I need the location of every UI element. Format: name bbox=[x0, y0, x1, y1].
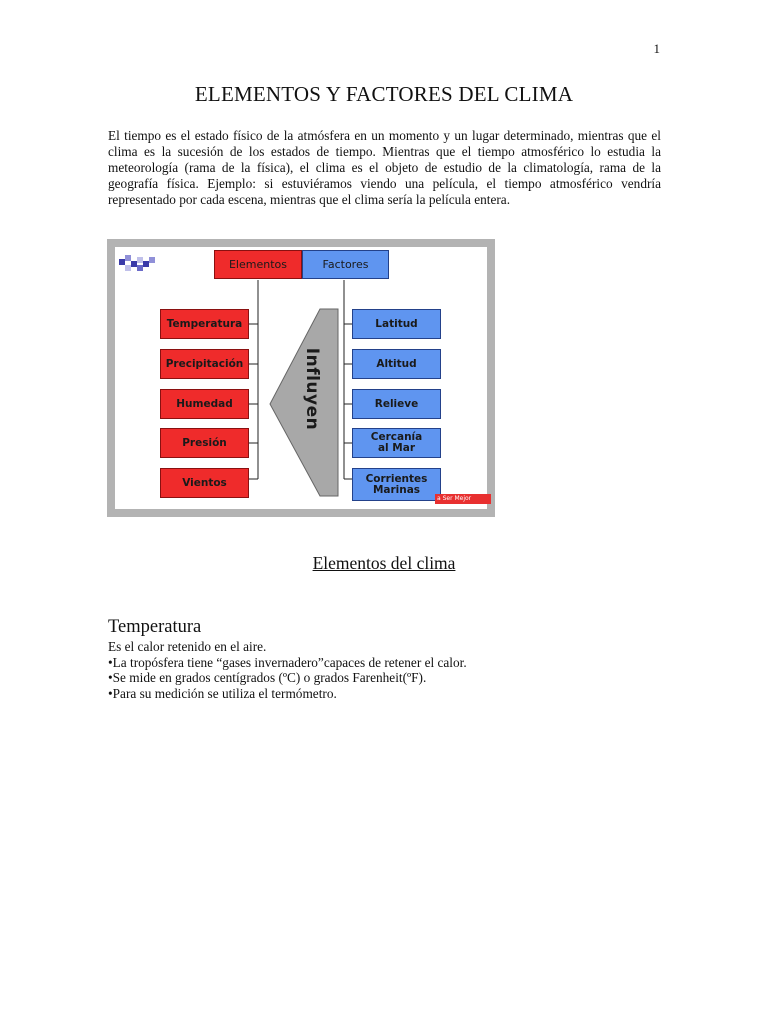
temperatura-heading: Temperatura bbox=[108, 617, 202, 637]
section-heading bbox=[0, 553, 768, 574]
page-title: ELEMENTOS Y FACTORES DEL CLIMA bbox=[194, 82, 574, 106]
element-vientos: Vientos bbox=[160, 468, 249, 498]
factor-cercania-al-mar: Cercanía al Mar bbox=[352, 428, 441, 458]
temperatura-line: •La tropósfera tiene “gases invernadero”capaces de retener el calor. bbox=[108, 654, 467, 670]
intro-paragraph: El tiempo es el estado físico de la atmósfera en un momento y un lugar determinado, mientras que el clima es la sucesión de los estados de tiempo. Mientras que el tiempo atmosférico lo estudia la meteorología (rama de la física), el clima es el objeto de estudio de la climatología, rama de la geografía física. Ejemplo: si estuviéramos viendo una película, el tiempo atmosférico vendría representado por cada escena, mientras que el clima sería la película entera. bbox=[108, 128, 661, 207]
factor-relieve: Relieve bbox=[352, 389, 441, 419]
temperatura-line: Es el calor retenido en el aire. bbox=[108, 639, 267, 654]
temperatura-line: •Para su medición se utiliza el termómetro. bbox=[108, 686, 337, 702]
element-presion: Presión bbox=[160, 428, 249, 458]
element-humedad: Humedad bbox=[160, 389, 249, 419]
temperatura-body bbox=[108, 639, 668, 702]
factor-corrientes-marinas: Corrientes Marinas bbox=[352, 468, 441, 501]
elementos-box: Elementos bbox=[214, 250, 302, 279]
banner-strip: a Ser Mejor bbox=[435, 494, 491, 504]
diagram-figure bbox=[107, 239, 495, 517]
factor-latitud: Latitud bbox=[352, 309, 441, 339]
factor-altitud: Altitud bbox=[352, 349, 441, 379]
element-precipitacion: Precipitación bbox=[160, 349, 249, 379]
temperatura-line: •Se mide en grados centígrados (ºC) o grados Farenheit(ºF). bbox=[108, 670, 427, 686]
page-number: 1 bbox=[653, 41, 660, 56]
section-heading-text: Elementos del clima bbox=[312, 553, 456, 573]
diagram-canvas bbox=[115, 247, 487, 509]
element-temperatura: Temperatura bbox=[160, 309, 249, 339]
factores-box: Factores bbox=[302, 250, 389, 279]
influyen-label: Influyen bbox=[302, 347, 322, 431]
